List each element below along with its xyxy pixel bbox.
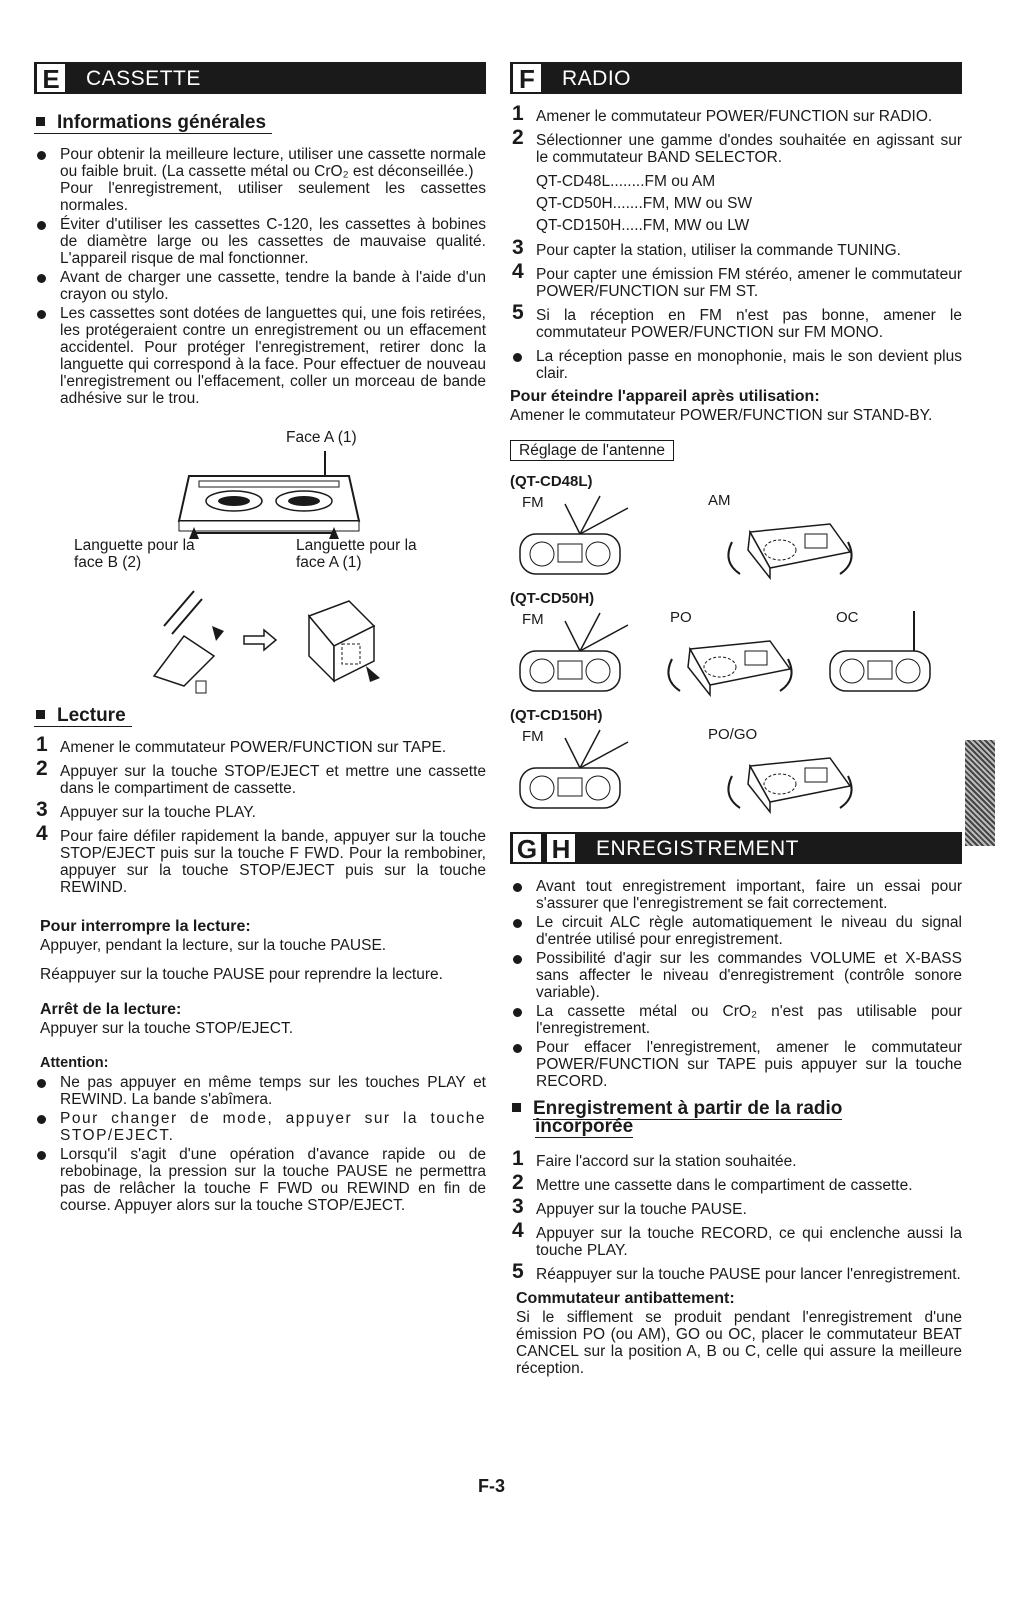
- antenna-row-cd150h: [510, 726, 962, 818]
- boombox-fm-icon: [510, 609, 640, 699]
- beat-cancel-text: Si le sifflement se produit pendant l'enregistrement d'une émission PO (ou AM), GO ou OC, placer le commutateur BEAT CANCEL sur la position A, B ou C, celle qui assure la meilleure réception.: [516, 1309, 962, 1377]
- list-item: Possibilité d'agir sur les commandes VOLUME et X-BASS sans affecter le niveau d'enregistrement (contrôle sonore variable).: [510, 950, 962, 1001]
- list-item: 1 Amener le commutateur POWER/FUNCTION sur TAPE.: [36, 733, 447, 756]
- list-item: 4 Appuyer sur la touche RECORD, ce qui enclenche aussi la touche PLAY.: [512, 1219, 962, 1259]
- list-item: 1 Amener le commutateur POWER/FUNCTION sur RADIO.: [512, 102, 933, 125]
- oc-label: OC: [836, 609, 859, 626]
- left-column: [34, 62, 486, 1218]
- list-item: Lorsqu'il s'agit d'une opération d'avance rapide ou de rebobinage, la pression sur la touche PAUSE ne permettra pas de relâcher la touche F FWD ou REWIND en fin de course. Appuyer alors sur la touche STOP/EJECT.: [34, 1146, 486, 1214]
- list-item: QT-CD48L........FM ou AM: [536, 173, 716, 190]
- list-item: Pour obtenir la meilleure lecture, utiliser une cassette normale ou faible bruit. (La cassette métal ou CrO₂ est déconseillée.) Pour l'enregistrement, utiliser seulement les cassettes normales.: [34, 146, 486, 214]
- right-column: [510, 62, 962, 1383]
- square-bullet-icon: [36, 710, 45, 719]
- boombox-fm-icon: [510, 726, 640, 816]
- list-item: Le circuit ALC règle automatiquement le niveau du signal d'entrée utilisé pour enregistrement.: [510, 914, 962, 948]
- section-letter-f: F: [512, 63, 542, 93]
- fm-label: FM: [522, 494, 544, 511]
- cassette-banner: [34, 62, 486, 94]
- general-info-heading: Informations générales: [34, 114, 272, 134]
- radio-recording-steps: [510, 1147, 962, 1283]
- radio-banner: [510, 62, 962, 94]
- section-letter-g: G: [512, 833, 542, 863]
- radio-recording-heading-line2: incorporée: [535, 1116, 634, 1137]
- tab-removal-illustration: [134, 586, 394, 696]
- recording-list: [510, 878, 962, 1090]
- attention-list: [34, 1074, 486, 1214]
- radio-title: RADIO: [562, 66, 632, 90]
- square-bullet-icon: [512, 1103, 521, 1112]
- stop-text: Appuyer sur la touche STOP/EJECT.: [40, 1020, 293, 1037]
- mono-note: [510, 348, 962, 382]
- radio-recording-heading: Enregistrement à partir de la radio: [510, 1100, 848, 1117]
- list-item: La réception passe en monophonie, mais le son devient plus clair.: [510, 348, 962, 382]
- edge-tab-marker: [965, 740, 995, 846]
- list-item: QT-CD50H.......FM, MW ou SW: [536, 195, 753, 212]
- list-item: 4 Pour faire défiler rapidement la bande, appuyer sur la touche STOP/EJECT puis sur la touche F FWD. Pour la rembobiner, appuyer sur la touche STOP/EJECT puis sur la touche REWIND.: [36, 822, 486, 896]
- boombox-po-icon: [650, 609, 810, 699]
- cassette-title: CASSETTE: [86, 66, 201, 90]
- general-info-list: [34, 146, 486, 407]
- pogo-label: PO/GO: [708, 726, 758, 743]
- boombox-am-icon: [710, 492, 870, 582]
- po-label: PO: [670, 609, 692, 626]
- power-off-text: Amener le commutateur POWER/FUNCTION sur STAND-BY.: [510, 407, 933, 424]
- boombox-pogo-icon: [710, 726, 870, 816]
- list-item: 3 Appuyer sur la touche PLAY.: [36, 798, 256, 821]
- antenna-row-cd50h: [510, 609, 962, 701]
- model-label-cd48l: (QT-CD48L): [510, 473, 593, 490]
- list-item: 3 Appuyer sur la touche PAUSE.: [512, 1195, 747, 1218]
- list-item: 5 Si la réception en FM n'est pas bonne, amener le commutateur POWER/FUNCTION sur FM MONO.: [512, 301, 962, 341]
- list-item: 4 Pour capter une émission FM stéréo, amener le commutateur POWER/FUNCTION sur FM ST.: [512, 260, 962, 300]
- cassette-illustration: [169, 451, 369, 541]
- model-band-list: [510, 173, 962, 234]
- recording-title: ENREGISTREMENT: [596, 836, 800, 860]
- page-number: F-3: [478, 1476, 505, 1496]
- list-item: 1 Faire l'accord sur la station souhaitée.: [512, 1147, 797, 1170]
- boombox-fm-icon: [510, 492, 640, 582]
- list-item: Les cassettes sont dotées de languettes qui, une fois retirées, les protégeraient contre un enregistrement ou un effacement accidentel. Pour protéger l'enregistrement, retirer donc la languette qui correspond à la face. Pour effectuer de nouveau l'enregistrement ou l'effacement, coller un morceau de bande adhésive sur le trou.: [34, 305, 486, 407]
- interrupt-text-2: Réappuyer sur la touche PAUSE pour reprendre la lecture.: [40, 966, 443, 983]
- section-letter-e: E: [36, 63, 66, 93]
- list-item: 2 Sélectionner une gamme d'ondes souhaitée en agissant sur le commutateur BAND SELECTOR.: [512, 126, 962, 166]
- list-item: Avant de charger une cassette, tendre la bande à l'aide d'un crayon ou stylo.: [34, 269, 486, 303]
- face-a-label: Face A (1): [286, 429, 357, 446]
- list-item: 5 Réappuyer sur la touche PAUSE pour lancer l'enregistrement.: [512, 1260, 961, 1283]
- list-item: 2 Mettre une cassette dans le compartiment de cassette.: [512, 1171, 913, 1194]
- power-off-heading: Pour éteindre l'appareil après utilisation:: [510, 388, 820, 405]
- list-item: La cassette métal ou CrO₂ n'est pas utilisable pour l'enregistrement.: [510, 1003, 962, 1037]
- boombox-oc-icon: [822, 609, 942, 699]
- antenna-section: [510, 430, 962, 818]
- list-item: Pour changer de mode, appuyer sur la touche STOP/EJECT.: [34, 1110, 486, 1144]
- attention-heading: Attention:: [40, 1055, 109, 1071]
- list-item: Avant tout enregistrement important, faire un essai pour s'assurer que l'enregistrement se fait correctement.: [510, 878, 962, 912]
- beat-cancel-heading: Commutateur antibattement:: [516, 1290, 735, 1307]
- interrupt-text-1: Appuyer, pendant la lecture, sur la touche PAUSE.: [40, 937, 387, 954]
- tab-b-label: Languette pour la face B (2): [74, 537, 195, 571]
- list-item: QT-CD150H.....FM, MW ou LW: [536, 217, 750, 234]
- section-letter-h: H: [546, 833, 576, 863]
- recording-banner: [510, 832, 962, 864]
- interrupt-heading: Pour interrompre la lecture:: [40, 918, 251, 935]
- list-item: Pour effacer l'enregistrement, amener le commutateur POWER/FUNCTION sur TAPE puis appuyer sur la touche RECORD.: [510, 1039, 962, 1090]
- cassette-tab-figure: [34, 411, 486, 701]
- antenna-box-label: Réglage de l'antenne: [510, 440, 674, 461]
- list-item: Ne pas appuyer en même temps sur les touches PLAY et REWIND. La bande s'abîmera.: [34, 1074, 486, 1108]
- radio-steps-b: [510, 236, 962, 341]
- model-label-cd150h: (QT-CD150H): [510, 707, 603, 724]
- radio-steps-a: [510, 102, 962, 166]
- stop-heading: Arrêt de la lecture:: [40, 1001, 182, 1018]
- fm-label: FM: [522, 728, 544, 745]
- lecture-steps: [34, 733, 486, 896]
- list-item: 2 Appuyer sur la touche STOP/EJECT et mettre une cassette dans le compartiment de cassette.: [36, 757, 486, 797]
- list-item: 3 Pour capter la station, utiliser la commande TUNING.: [512, 236, 901, 259]
- fm-label: FM: [522, 611, 544, 628]
- list-item: Éviter d'utiliser les cassettes C-120, les cassettes à bobines de diamètre large ou les cassettes de mauvaise qualité. L'appareil risque de mal fonctionner.: [34, 216, 486, 267]
- model-label-cd50h: (QT-CD50H): [510, 590, 595, 607]
- am-label: AM: [708, 492, 731, 509]
- tab-a-label: Languette pour la face A (1): [296, 537, 417, 571]
- antenna-row-cd48l: [510, 492, 962, 584]
- lecture-heading: Lecture: [34, 707, 132, 727]
- square-bullet-icon: [36, 117, 45, 126]
